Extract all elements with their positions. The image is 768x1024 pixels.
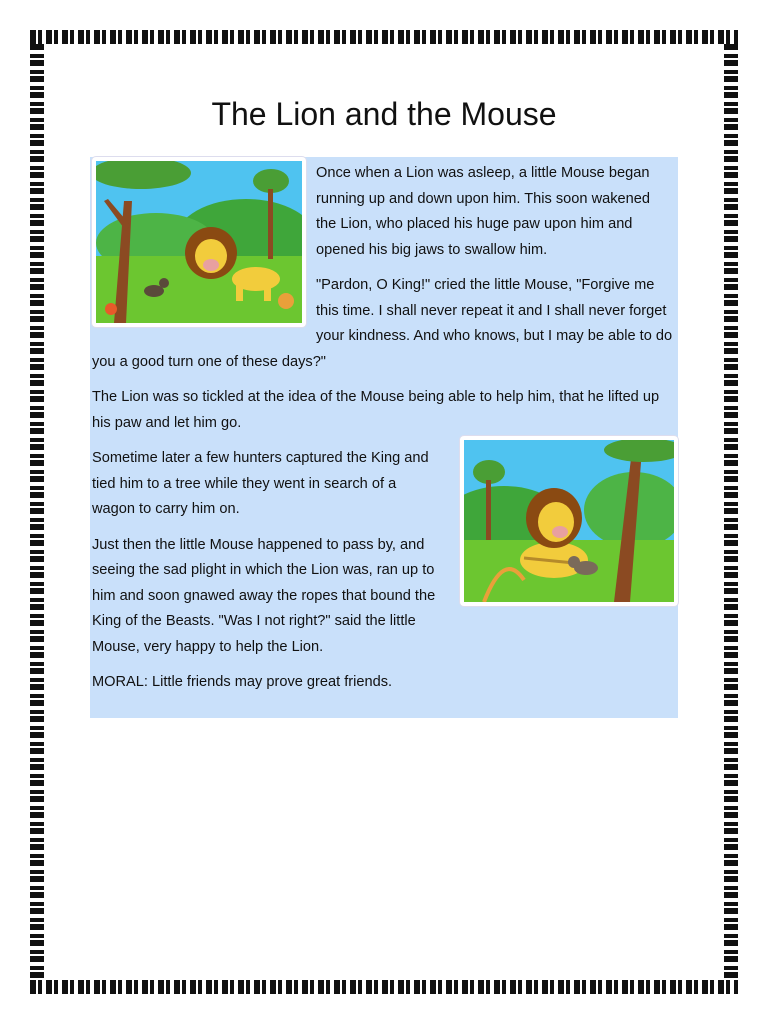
story-panel — [90, 157, 678, 718]
paragraph-3: The Lion was so tickled at the idea of the Mouse being able to help him, that he lifted up his paw and let him go. — [92, 389, 660, 431]
paragraph-4: Sometime later a few hunters captured the King and tied him to a tree while they went in search of a wagon to carry him on. — [92, 450, 429, 517]
paragraph-5: Just then the little Mouse happened to pass by, and seeing the sad plight in which the Lion was, ran up to him and soon gnawed away the ropes that bound the King of the Beasts. "Was I not right?" said the little Mouse, very happy to help the Lion. — [92, 536, 436, 655]
moral: MORAL: Little friends may prove great friends. — [92, 674, 393, 690]
paragraph-1: Once when a Lion was asleep, a little Mouse began running up and down upon him. This soon wakened the Lion, who placed his huge paw upon him and opened his big jaws to swallow him. — [316, 165, 650, 258]
mouse-freeing-lion-illustration — [460, 436, 678, 606]
lion-and-mouse-meeting-illustration — [92, 157, 306, 327]
page-title: The Lion and the Mouse — [211, 96, 557, 132]
paragraph-2: "Pardon, O King!" cried the little Mouse, "Forgive me this time. I shall never repeat it and I shall never forget your kindness. And who knows, but I may be able to do you a good turn one of these days?" — [92, 277, 673, 370]
